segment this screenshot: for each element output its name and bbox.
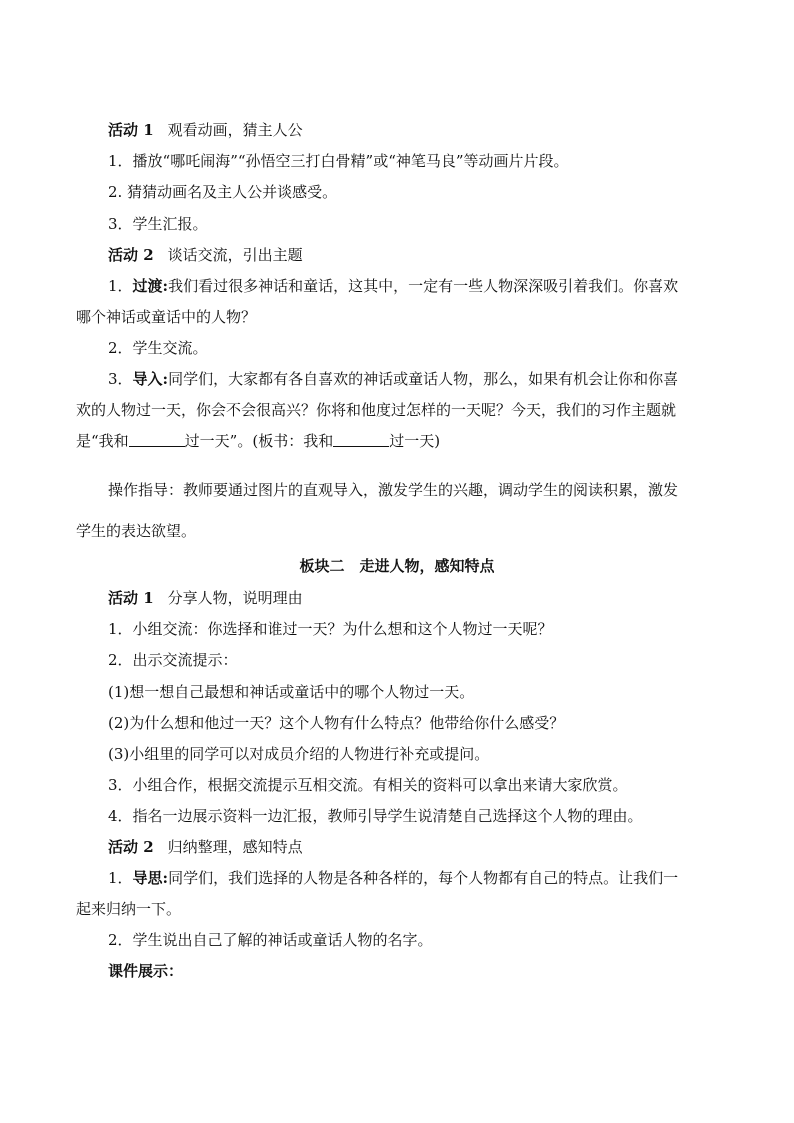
paragraph [108, 868, 678, 888]
item-number: 1． [108, 869, 133, 887]
paragraph: 1．播放“哪吒闹海”“孙悟空三打白骨精”或“神笔马良”等动画片片段。 [108, 152, 569, 170]
keyword: 导入: [132, 370, 169, 388]
activity-2-title [108, 837, 303, 857]
paragraph [108, 276, 678, 296]
activity-title-text: 观看动画，猜主人公 [167, 121, 303, 139]
activity-label: 活动 2 [108, 838, 154, 856]
paragraph: (2)为什么想和他过一天？这个人物有什么特点？他带给你什么感受？ [108, 714, 565, 732]
activity-title-text: 分享人物，说明理由 [167, 589, 303, 607]
paragraph-continuation: 欢的人物过一天，你会不会很高兴？你将和他度过怎样的一天呢？今天，我们的习作主题就 [76, 401, 677, 419]
activity-title-text: 谈话交流，引出主题 [167, 246, 303, 264]
activity-title-text: 归纳整理，感知特点 [167, 838, 303, 856]
text-fragment: 是“我和 [76, 432, 129, 450]
paragraph-continuation: 起来归纳一下。 [76, 900, 182, 918]
paragraph: 2．学生说出自己了解的神话或童话人物的名字。 [108, 931, 433, 949]
activity-2-title [108, 245, 303, 265]
paragraph: 1．小组交流：你选择和谁过一天？为什么想和这个人物过一天呢？ [108, 620, 553, 638]
activity-1-title [108, 120, 303, 140]
operation-guide: 操作指导：教师要通过图片的直观导入，激发学生的兴趣，调动学生的阅读积累，激发 [108, 481, 679, 499]
paragraph: 3．小组合作，根据交流提示互相交流。有相关的资料可以拿出来请大家欣赏。 [108, 776, 628, 794]
fill-in-blank [333, 432, 389, 447]
activity-label: 活动 2 [108, 246, 154, 264]
paragraph: 2. 猜猜动画名及主人公并谈感受。 [108, 183, 338, 201]
operation-guide-continuation: 学生的表达欲望。 [76, 522, 197, 540]
keyword: 过渡: [132, 277, 169, 295]
paragraph: 2．学生交流。 [108, 339, 208, 357]
fill-in-blank [129, 432, 185, 447]
paragraph: 4．指名一边展示资料一边汇报，教师引导学生说清楚自己选择这个人物的理由。 [108, 807, 643, 825]
section-heading: 板块二 走进人物，感知特点 [299, 557, 495, 575]
paragraph-continuation [76, 431, 440, 451]
item-number: 1． [108, 277, 133, 295]
paragraph: (1)想一想自己最想和神话或童话中的哪个人物过一天。 [108, 683, 475, 701]
activity-label: 活动 1 [108, 121, 154, 139]
item-number: 3． [108, 370, 133, 388]
activity-label: 活动 1 [108, 589, 154, 607]
text-fragment: 过一天) [389, 432, 441, 450]
activity-1-title [108, 588, 303, 608]
paragraph-text: 同学们，大家都有各自喜欢的神话或童话人物，那么，如果有机会让你和你喜 [168, 370, 679, 388]
paragraph: (3)小组里的同学可以对成员介绍的人物进行补充或提问。 [108, 745, 490, 763]
text-fragment: 过一天”。(板书：我和 [184, 432, 334, 450]
paragraph-text: 同学们，我们选择的人物是各种各样的，每个人物都有自己的特点。让我们一 [168, 869, 679, 887]
paragraph [108, 369, 678, 389]
paragraph-text: 我们看过很多神话和童话，这其中，一定有一些人物深深吸引着我们。你喜欢 [168, 277, 679, 295]
paragraph: 3．学生汇报。 [108, 215, 208, 233]
paragraph: 2．出示交流提示： [108, 651, 238, 669]
courseware-label: 课件展示： [108, 962, 184, 980]
keyword: 导思: [132, 869, 169, 887]
paragraph-continuation: 哪个神话或童话中的人物？ [76, 308, 257, 326]
